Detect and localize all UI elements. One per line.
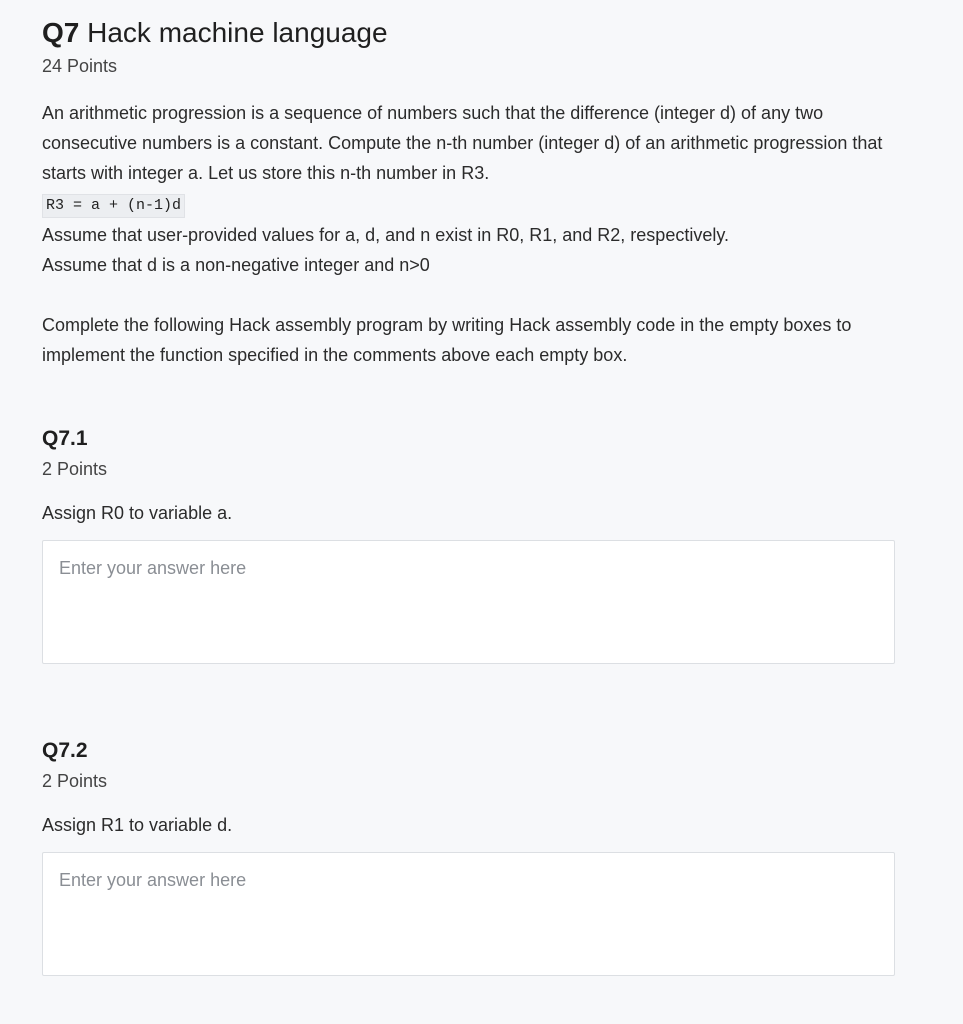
question-container bbox=[42, 14, 895, 370]
question-title-text: Hack machine language bbox=[87, 17, 388, 48]
question-description bbox=[42, 98, 895, 370]
answer-input-q7-1[interactable] bbox=[42, 540, 895, 664]
assumption-constraints: Assume that d is a non-negative integer and n>0 bbox=[42, 255, 430, 275]
question-title bbox=[42, 14, 895, 52]
subquestion-points: 2 Points bbox=[42, 771, 108, 791]
assumption-registers: Assume that user-provided values for a, d, and n exist in R0, R1, and R2, respectively. bbox=[42, 225, 730, 245]
subquestion-points: 2 Points bbox=[42, 459, 108, 479]
question-points: 24 Points bbox=[42, 56, 118, 76]
subquestion-prompt: Assign R0 to variable a. bbox=[42, 503, 233, 523]
description-paragraph: An arithmetic progression is a sequence of numbers such that the difference (integer d) of any two consecutive numbers is a constant. Compute the n-th number (integer d) of an arithmetic progression that starts with integer a. Let us store this n-th number in R3. bbox=[42, 103, 883, 183]
subquestion-prompt: Assign R1 to variable d. bbox=[42, 815, 233, 835]
instructions-paragraph: Complete the following Hack assembly program by writing Hack assembly code in the empty boxes to implement the function specified in the comments above each empty box. bbox=[42, 315, 852, 365]
question-number: Q7 bbox=[42, 17, 80, 48]
subquestion-q7-1 bbox=[42, 425, 895, 664]
answer-input-q7-2[interactable] bbox=[42, 852, 895, 976]
subquestion-title: Q7.1 bbox=[42, 427, 88, 450]
subquestion-q7-2 bbox=[42, 737, 895, 976]
formula-code: R3 = a + (n-1)d bbox=[42, 194, 185, 218]
subquestion-title: Q7.2 bbox=[42, 739, 88, 762]
